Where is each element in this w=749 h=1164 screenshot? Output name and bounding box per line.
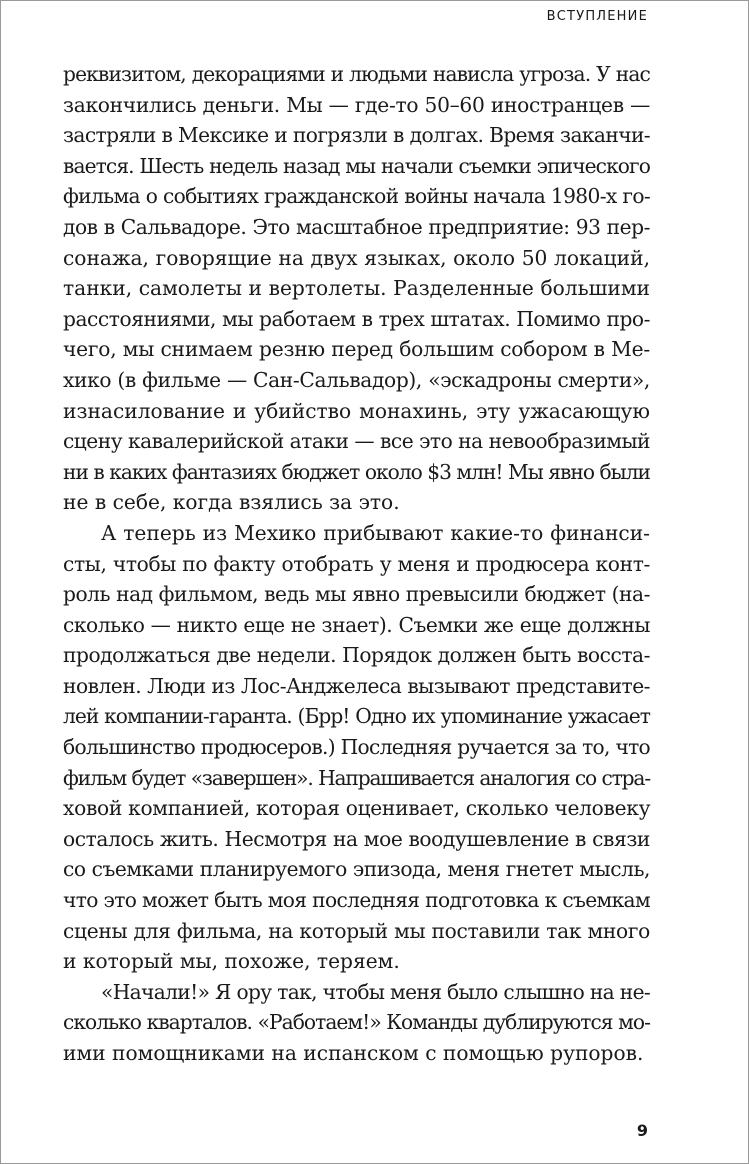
text-line: ни в каких фантазиях бюджет около $3 млн! Мы явно были (63, 459, 650, 484)
text-line: сцену кавалерийской атаки — все это на невообразимый (63, 429, 650, 454)
text-line: со съемками планируемого эпизода, меня гнетет мысль, (63, 857, 650, 882)
text-line: А теперь из Мехико прибывают какие-то финанси- (101, 520, 650, 545)
text-line: фильм будет «завершен». Напрашивается аналогия со стра- (63, 765, 650, 790)
text-line: роль над фильмом, ведь мы явно превысили бюджет (на- (63, 582, 650, 607)
text-line: расстояниями, мы работаем в трех штатах. Помимо про- (63, 306, 650, 331)
text-line: фильма о событиях гражданской войны начала 1980-х го- (63, 184, 650, 209)
text-line: реквизитом, декорациями и людьми нависла угроза. У нас (63, 62, 650, 86)
page-number: 9 (636, 1121, 648, 1140)
text-line: вается. Шесть недель назад мы начали съемки эпического (63, 153, 650, 178)
text-line: новлен. Люди из Лос-Анджелеса вызывают представите- (63, 673, 650, 698)
paragraph-2 (63, 518, 650, 977)
text-line: ховой компанией, которая оценивает, сколько человеку (63, 796, 651, 821)
text-line: не в себе, когда взялись за это. (63, 490, 400, 515)
running-header: ВСТУПЛЕНИЕ (546, 9, 648, 24)
text-line: ими помощниками на испанском с помощью рупоров. (63, 1041, 644, 1065)
text-line: сонажа, говорящие на двух языках, около 50 локаций, (63, 245, 650, 270)
text-line: дов в Сальвадоре. Это масштабное предприятие: 93 пер- (63, 214, 650, 239)
text-line: сты, чтобы по факту отобрать у меня и продюсера конт- (63, 551, 650, 576)
text-line: осталось жить. Несмотря на мое воодушевление в связи (63, 826, 650, 851)
body-text (63, 59, 650, 1069)
text-line: изнасилование и убийство монахинь, эту ужасающую (63, 398, 650, 423)
paragraph-3 (63, 977, 650, 1069)
text-line: закончились деньги. Мы — где-то 50–60 иностранцев — (63, 92, 650, 117)
text-line: и который мы, похоже, теряем. (63, 949, 400, 974)
paragraph-1 (63, 59, 650, 518)
text-line: сколько — никто еще не знает). Съемки же еще должны (63, 612, 650, 637)
text-line: лей компании-гаранта. (Брр! Одно их упоминание ужасает (63, 704, 650, 729)
text-line: хико (в фильме — Сан-Сальвадор), «эскадроны смерти», (63, 367, 650, 392)
text-line: сколько кварталов. «Работаем!» Команды дублируются мо- (63, 1010, 650, 1035)
text-line: что это может быть моя последняя подготовка к съемкам (63, 888, 650, 913)
text-line: сцены для фильма, на который мы поставили так много (63, 918, 650, 943)
text-line: чего, мы снимаем резню перед большим собором в Ме- (63, 337, 650, 362)
text-line: «Начали!» Я ору так, чтобы меня было слышно на не- (101, 979, 651, 1004)
text-line: продолжаться две недели. Порядок должен быть восста- (63, 643, 650, 668)
text-line: танки, самолеты и вертолеты. Разделенные большими (63, 276, 650, 301)
text-line: большинство продюсеров.) Последняя ручается за то, что (63, 735, 651, 760)
text-line: застряли в Мексике и погрязли в долгах. Время заканчи- (63, 123, 651, 148)
